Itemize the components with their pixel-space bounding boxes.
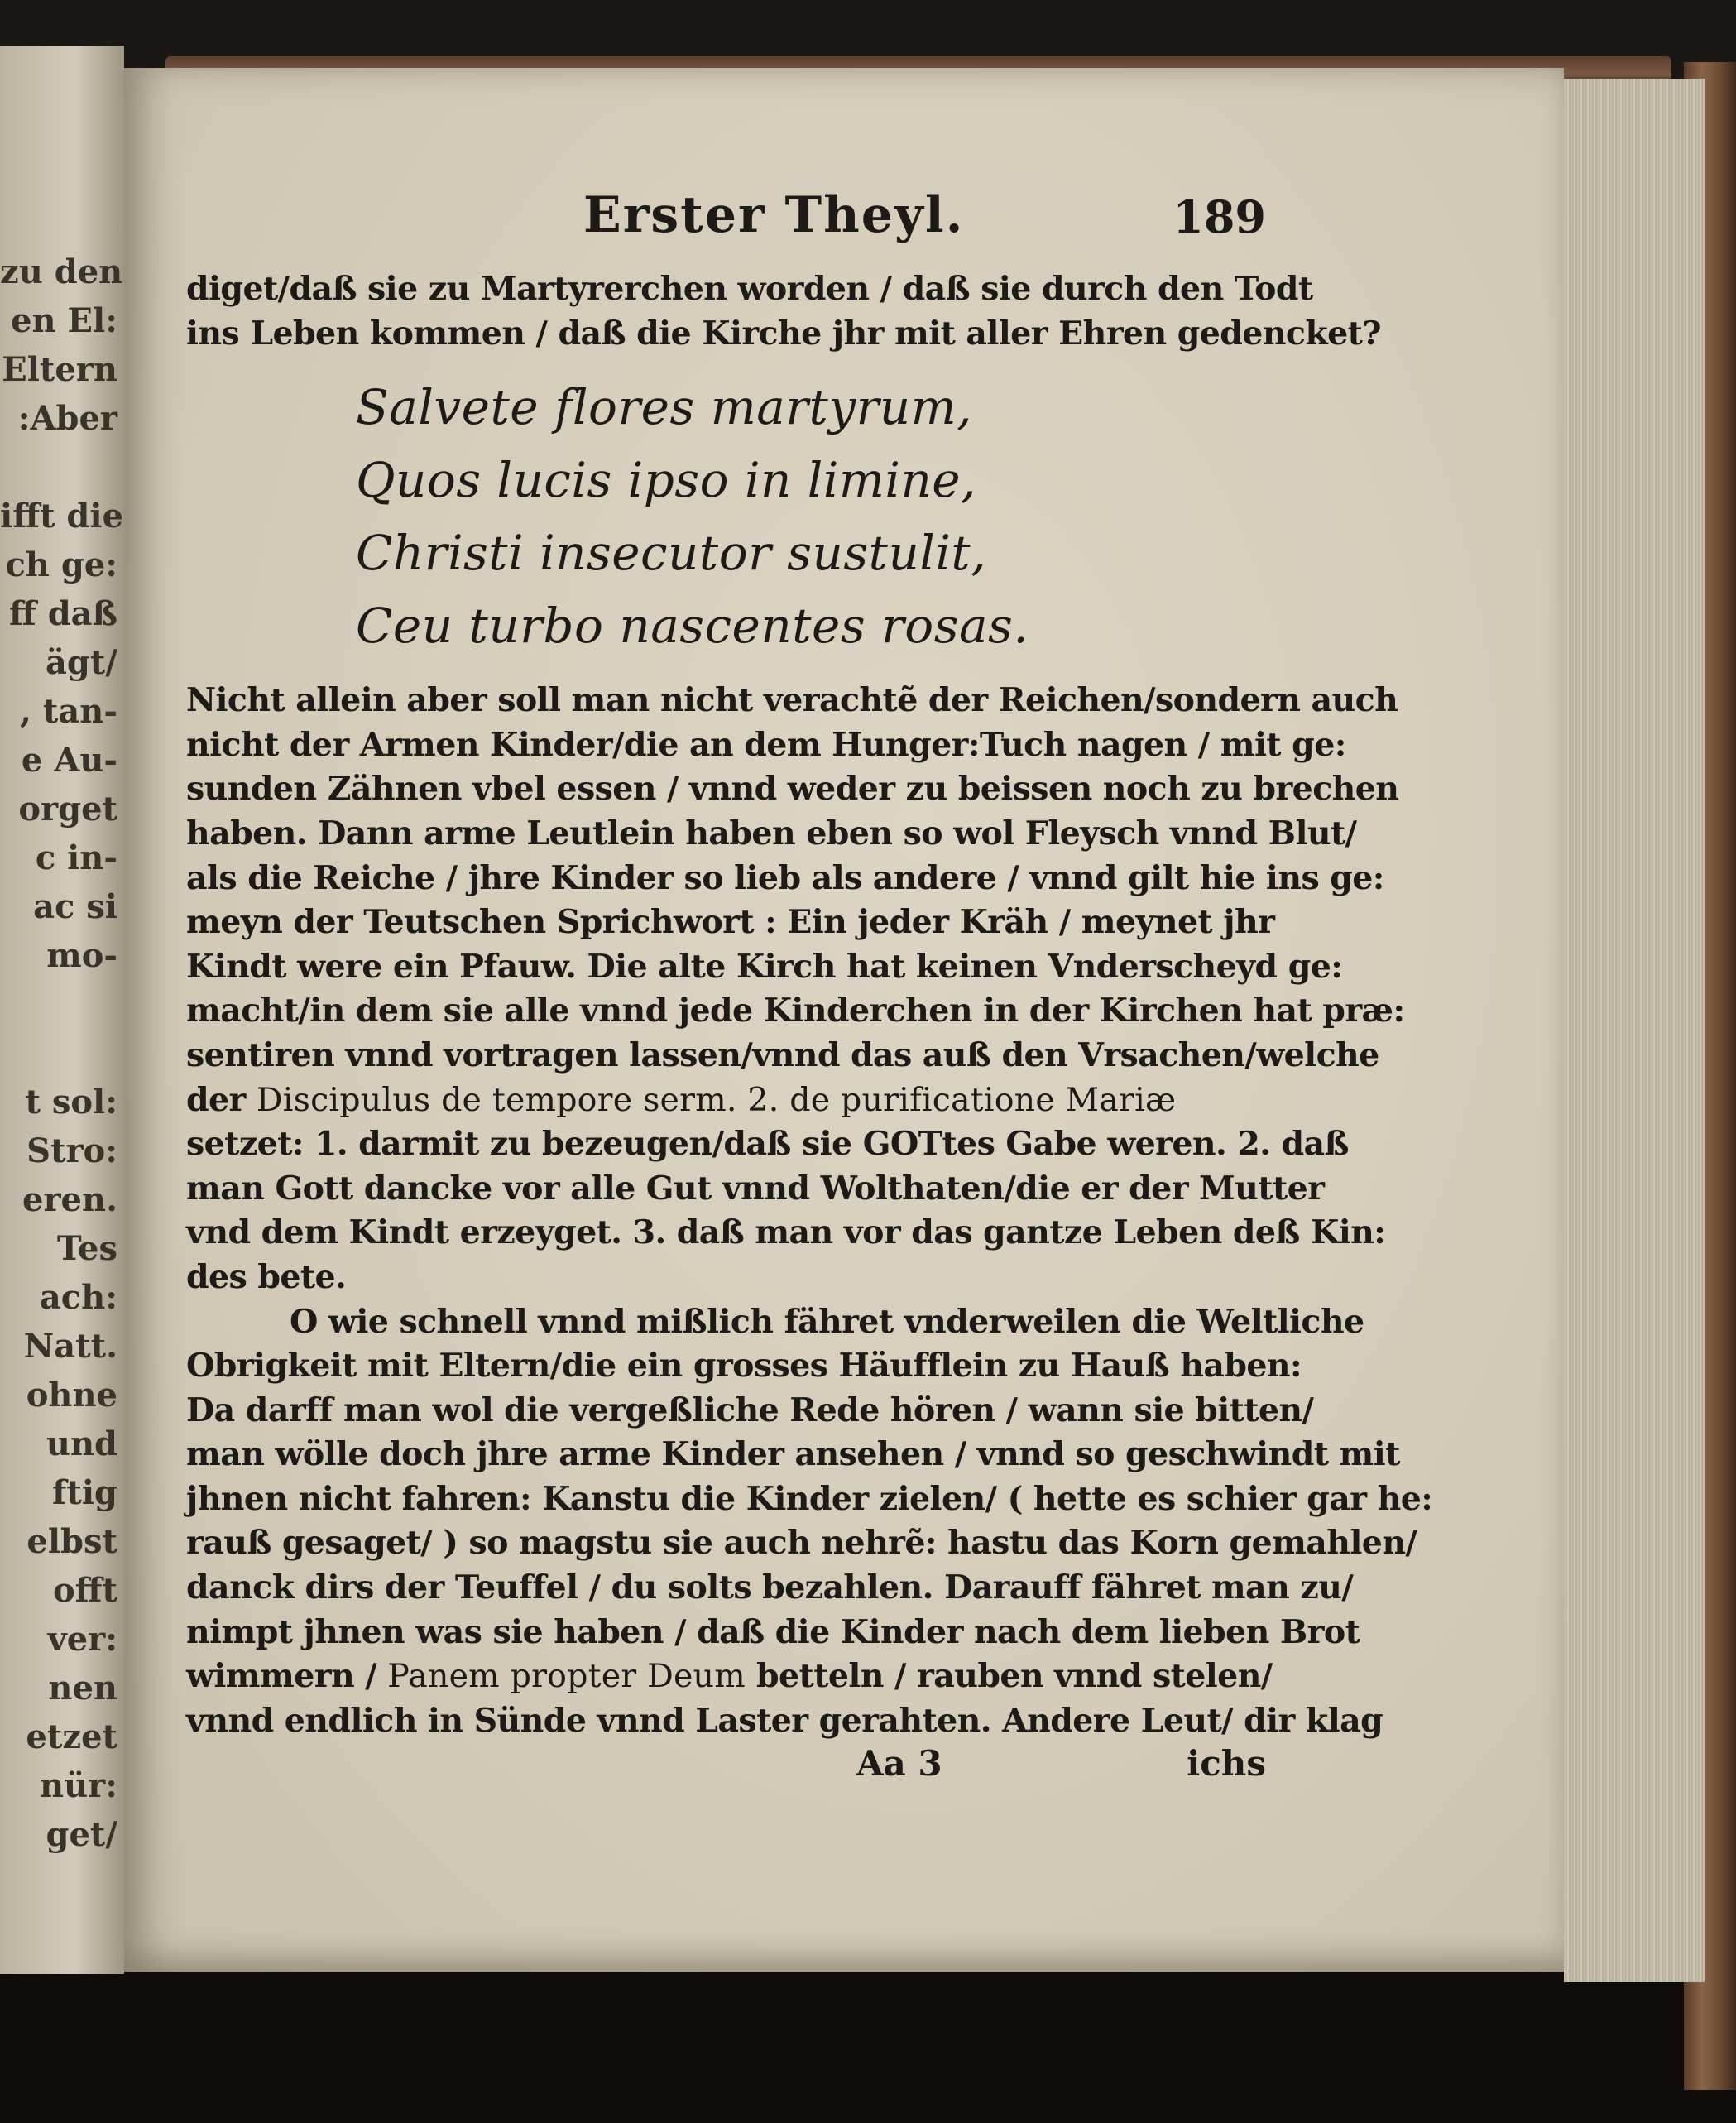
left-page-fragment-line: ifft die <box>0 497 124 536</box>
text-line: haben. Dann arme Leutlein haben eben so wol Fleysch vnnd Blut/ <box>186 814 1357 853</box>
text-line: Da darff man wol die vergeßliche Rede hören / wann sie bitten/ <box>186 1391 1314 1429</box>
left-page-fragment-line: Tes <box>56 1229 117 1268</box>
page-number: 189 <box>1173 190 1266 243</box>
left-page-fragment-line: ägt/ <box>46 643 117 682</box>
left-page-fragment-line: mo- <box>46 936 117 975</box>
text-line: sunden Zähnen vbel essen / vnnd weder zu beissen noch zu brechen <box>186 770 1399 809</box>
left-page-fragment-line: Natt. <box>23 1327 117 1366</box>
left-page-fragment-line: eren. <box>22 1180 117 1219</box>
verse-line: Quos lucis ipso in limine, <box>356 452 977 509</box>
text-line: des bete. <box>186 1257 347 1296</box>
left-page-fragment-line: ohne <box>26 1376 117 1415</box>
text-span: betteln / rauben vnnd stelen/ <box>745 1657 1273 1696</box>
signature-mark: Aa 3 <box>856 1743 942 1784</box>
left-page-fragment-line: und <box>46 1424 117 1463</box>
text-line: diget/daß sie zu Martyrerchen worden / daß sie durch den Todt <box>186 270 1313 308</box>
text-line: meyn der Teutschen Sprichwort : Ein jeder Kräh / meynet jhr <box>186 903 1275 942</box>
left-page-fragment-line: , tan- <box>20 692 117 731</box>
text-line: nimpt jhnen was sie haben / daß die Kinder nach dem lieben Brot <box>186 1612 1360 1651</box>
latin-verse-block <box>186 371 1270 662</box>
paragraph-2 <box>186 1300 1433 1744</box>
text-line: vnnd endlich in Sünde vnnd Laster gerahten. Andere Leut/ dir klag <box>186 1701 1384 1740</box>
left-page-fragment-line: e Au- <box>21 741 117 780</box>
latin-citation: Panem propter Deum <box>387 1657 746 1696</box>
text-line: setzet: 1. darmit zu bezeugen/daß sie GOTtes Gabe weren. 2. daß <box>186 1125 1349 1164</box>
left-page-fragment-line: get/ <box>46 1815 117 1854</box>
left-page-fragment-line: nür: <box>39 1766 117 1805</box>
page-fore-edge <box>1564 79 1705 1982</box>
text-line: man wölle doch jhre arme Kinder ansehen / vnnd so geschwindt mit <box>186 1435 1400 1474</box>
text-line: ins Leben kommen / daß die Kirche jhr mit aller Ehren gedencket? <box>186 314 1381 353</box>
text-line: macht/in dem sie alle vnnd jede Kinderchen in der Kirchen hat præ: <box>186 992 1405 1030</box>
text-line: Nicht allein aber soll man nicht verachtẽ der Reichen/sondern auch <box>186 681 1398 720</box>
left-page-fragment-line: ff daß <box>8 594 117 633</box>
left-page-fragment-line: nen <box>48 1669 117 1708</box>
text-line: man Gott dancke vor alle Gut vnnd Wolthaten/die er der Mutter <box>186 1169 1325 1208</box>
left-page-fragment-line: c in- <box>35 838 117 877</box>
text-line: vnd dem Kindt erzeyget. 3. daß man vor das gantze Leben deß Kin: <box>186 1213 1386 1252</box>
left-page-fragment-line: ch ge: <box>5 545 117 584</box>
text-line: danck dirs der Teuffel / du solts bezahlen. Darauff fähret man zu/ <box>186 1568 1354 1607</box>
left-page-fragment-line: ac si <box>33 887 117 926</box>
running-head <box>186 186 1270 252</box>
text-line: Kindt were ein Pfauw. Die alte Kirch hat keinen Vnderscheyd ge: <box>186 947 1343 986</box>
left-page-fragment-line: ftig <box>52 1473 117 1512</box>
verse-line: Christi insecutor sustulit, <box>356 525 987 582</box>
text-line: als die Reiche / jhre Kinder so lieb als andere / vnnd gilt hie ins ge: <box>186 858 1384 897</box>
text-line: nicht der Armen Kinder/die an dem Hunger:Tuch nagen / mit ge: <box>186 725 1346 764</box>
text-line-with-latin <box>186 1655 1273 1699</box>
left-page-fragment-line: ach: <box>39 1278 117 1317</box>
latin-citation: Discipulus de tempore serm. 2. de purificatione Mariæ <box>256 1080 1177 1119</box>
text-span: wimmern / <box>186 1657 388 1696</box>
verse-line: Ceu turbo nascentes rosas. <box>356 598 1029 655</box>
page-text-block <box>186 186 1433 1791</box>
left-page-fragment <box>0 46 124 1974</box>
left-page-fragment-line: etzet <box>26 1717 117 1756</box>
text-line: rauß gesaget/ ) so magstu sie auch nehrẽ: hastu das Korn gemahlen/ <box>186 1524 1417 1563</box>
left-page-fragment-line: offt <box>53 1571 117 1610</box>
left-page-fragment-line: Stro: <box>26 1131 117 1170</box>
running-head-title: Erster Theyl. <box>583 186 965 244</box>
left-page-fragment-line: ver: <box>47 1620 117 1659</box>
left-page-fragment-line: en El: <box>11 301 117 340</box>
left-page-fragment-line: elbst <box>26 1522 117 1561</box>
left-page-fragment-line: t sol: <box>25 1083 117 1122</box>
text-line: sentiren vnnd vortragen lassen/vnnd das auß den Vrsachen/welche <box>186 1035 1379 1074</box>
left-page-fragment-line: :Aber <box>17 399 117 438</box>
text-line-with-latin <box>186 1078 1270 1123</box>
paragraph-1 <box>186 679 1405 1299</box>
left-page-fragment-line: Eltern <box>2 350 117 389</box>
text-span: der <box>186 1080 257 1119</box>
text-line: O wie schnell vnnd mißlich fähret vnderweilen die Weltliche <box>290 1302 1364 1341</box>
signature-line <box>186 1743 1270 1791</box>
left-page-fragment-line: orget <box>18 790 117 829</box>
text-line: jhnen nicht fahren: Kanstu die Kinder zielen/ ( hette es schier gar he: <box>186 1479 1433 1518</box>
left-page-fragment-line: zu den <box>0 252 123 291</box>
text-line: Obrigkeit mit Eltern/die ein grosses Häufflein zu Hauß haben: <box>186 1347 1302 1386</box>
verse-line: Salvete flores martyrum, <box>356 379 973 436</box>
catchword: ichs <box>1187 1743 1266 1784</box>
